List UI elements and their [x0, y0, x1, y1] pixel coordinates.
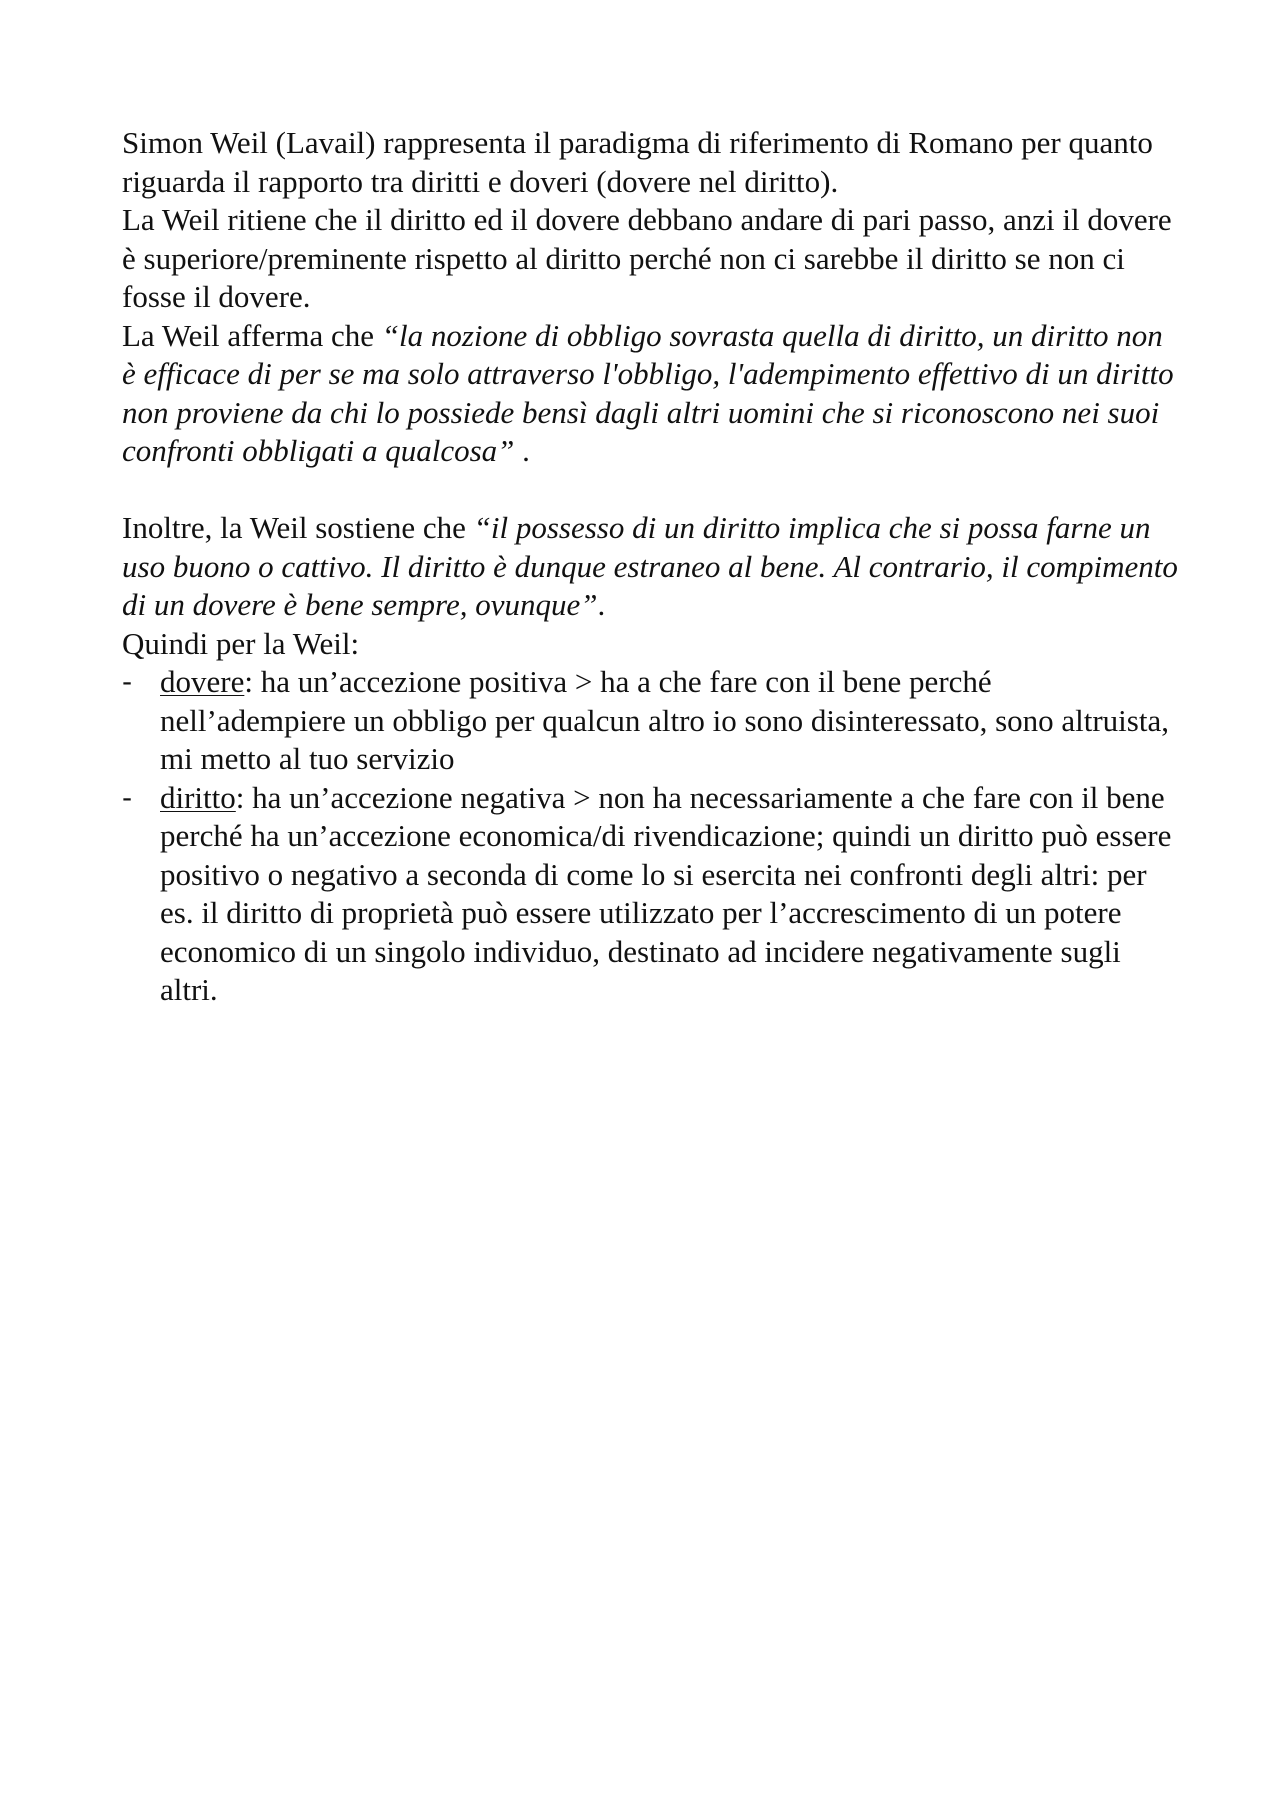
document-page [122, 124, 1182, 1010]
paragraph-weil-position-text: La Weil ritiene che il diritto ed il dovere debbano andare di pari passo, anzi il dovere è superiore/preminente rispetto al diritto perché non ci sarebbe il diritto se non ci fosse il dovere. [122, 202, 1172, 314]
list-item-dovere [122, 663, 1182, 779]
quote-lead-in: La Weil afferma che [122, 317, 382, 353]
term-dovere: dovere [160, 664, 245, 699]
dash-bullet: - [122, 665, 133, 698]
term-diritto: diritto [160, 779, 236, 815]
list-item-diritto [122, 779, 1182, 1010]
paragraph-intro [122, 124, 1182, 201]
paragraph-list-intro [122, 625, 1182, 664]
quote-trailing: . [597, 587, 606, 622]
quote-obligation: “la nozione di obbligo sovrasta quella di diritto, un diritto non è efficace di per se ma solo attraverso l'obbligo, l'adempimento effettivo di un diritto non proviene da chi lo possiede bensì dagli altri uomini che si riconoscono nei suoi confronti obbligati a qualcosa” [122, 317, 1174, 468]
definition-list [122, 663, 1182, 1010]
blank-line [122, 471, 1182, 510]
paragraph-possession-quote [122, 509, 1182, 625]
quote-possession: “il possesso di un diritto implica che si possa farne un uso buono o cattivo. Il diritto è dunque estraneo al bene. Al contrario, il compimento di un dovere è bene sempre, ovunque” [122, 510, 1178, 622]
quote-lead-in: Inoltre, la Weil sostiene che [122, 510, 474, 545]
definition-diritto: : ha un’accezione negativa > non ha necessariamente a che fare con il bene perché ha un’accezione economica/di rivendicazione; quindi un diritto può essere positivo o negativo a seconda di come lo si esercita nei confronti degli altri: per es. il diritto di proprietà può essere utilizzato per l’accrescimento di un potere economico di un singolo individuo, destinato ad incidere negativamente sugli altri. [160, 779, 1172, 1007]
definition-dovere: : ha un’accezione positiva > ha a che fare con il bene perché nell’adempiere un obbligo per qualcun altro io sono disinteressato, sono altruista, mi metto al tuo servizio [160, 664, 1169, 776]
quote-trailing: . [514, 433, 530, 468]
dash-bullet: - [122, 780, 133, 814]
list-intro-text: Quindi per la Weil: [122, 625, 360, 661]
paragraph-obligation-quote [122, 317, 1182, 471]
paragraph-weil-position [122, 201, 1182, 317]
paragraph-intro-text: Simon Weil (Lavail) rappresenta il paradigma di riferimento di Romano per quanto riguarda il rapporto tra diritti e doveri (dovere nel diritto). [122, 125, 1153, 199]
